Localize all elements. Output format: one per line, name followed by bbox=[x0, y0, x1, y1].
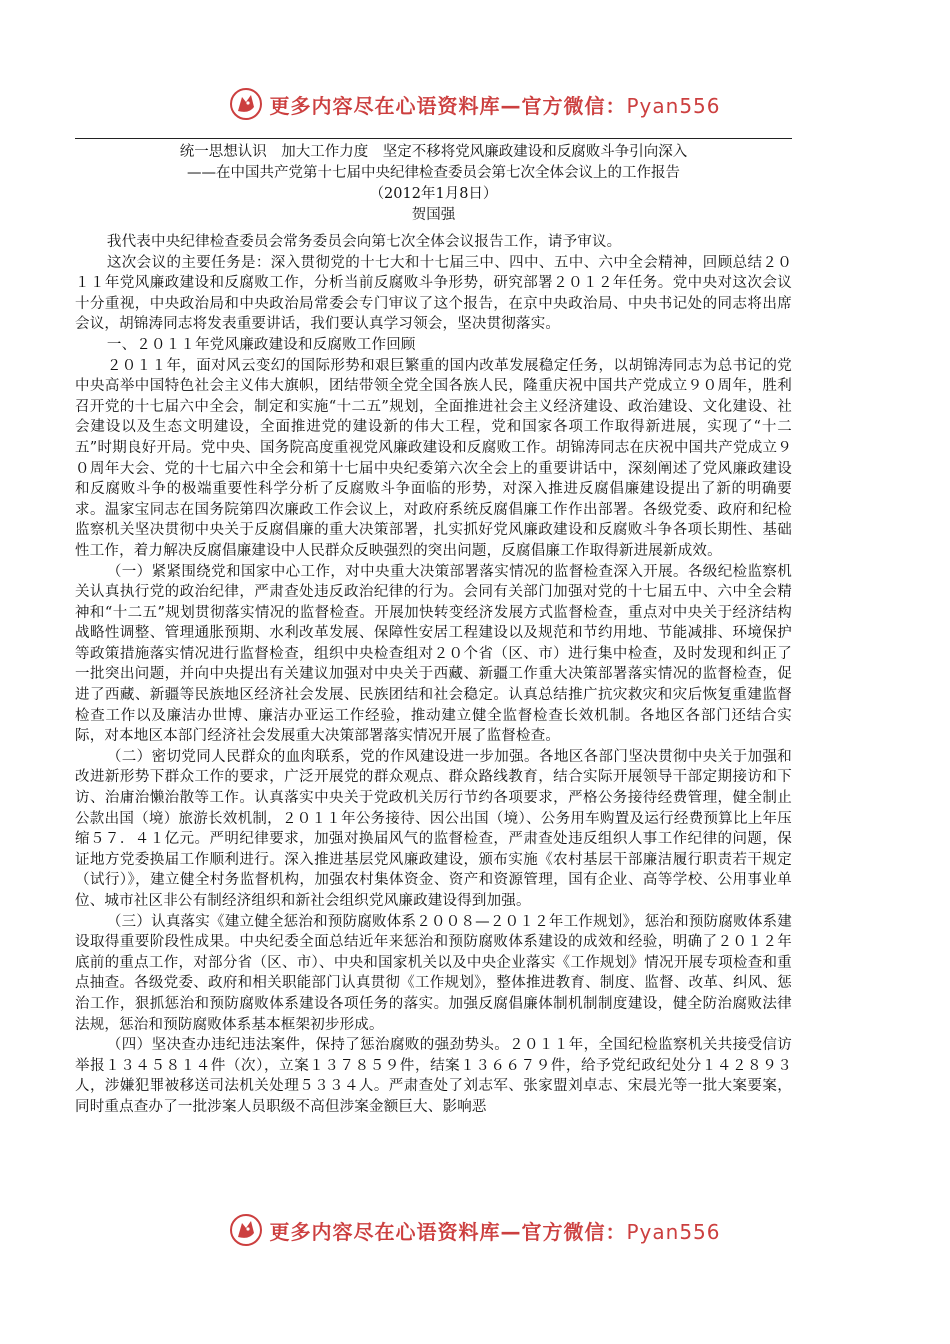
report-header bbox=[75, 142, 792, 226]
paragraph: （一）紧紧围绕党和国家中心工作，对中央重大决策部署落实情况的监督检查深入开展。各级纪检监察机关认真执行党的政治纪律，严肃查处违反政治纪律的行为。会同有关部门加强对党的十七届五中、六中全会精神和“十二五”规划贯彻落实情况的监督检查。开展加快转变经济发展方式监督检查，重点对中央关于经济结构战略性调整、管理通胀预期、水利改革发展、保障性安居工程建设以及规范和节约用地、节能减排、环境保护等政策措施落实情况进行监督检查，组织中央检查组对２０个省（区、市）进行集中检查，及时发现和纠正了一批突出问题，并向中央提出有关建议加强对中央关于西藏、新疆工作重大决策部署落实情况的监督检查，促进了西藏、新疆等民族地区经济社会发展、民族团结和社会稳定。认真总结推广抗灾救灾和灾后恢复重建监督检查工作以及廉洁办世博、廉洁办亚运工作经验，推动建立健全监督检查长效机制。各地区各部门还结合实际，对本地区本部门经济社会发展重大决策部署落实情况开展了监督检查。 bbox=[75, 563, 792, 745]
report-title: 统一思想认识 加大工作力度 坚定不移将党风廉政建设和反腐败斗争引向深入 bbox=[179, 144, 688, 160]
paragraph: ２０１１年，面对风云变幻的国际形势和艰巨繁重的国内改革发展稳定任务，以胡锦涛同志为总书记的党中央高举中国特色社会主义伟大旗帜，团结带领全党全国各族人民，隆重庆祝中国共产党成立９０周年，胜利召开党的十七届六中全会，制定和实施“十二五”规划，全面推进社会主义经济建设、政治建设、文化建设、社会建设以及生态文明建设，全面推进党的建设新的伟大工程，党和国家各项工作取得新进展，实现了“十二五”时期良好开局。党中央、国务院高度重视党风廉政建设和反腐败工作。胡锦涛同志在庆祝中国共产党成立９０周年大会、党的十七届六中全会和第十七届中央纪委第六次全会上的重要讲话中，深刻阐述了党风廉政建设和反腐败斗争的极端重要性科学分析了反腐败斗争面临的形势，对深入推进反腐倡廉建设提出了新的明确要求。温家宝同志在国务院第四次廉政工作会议上，对政府系统反腐倡廉工作作出部署。各级党委、政府和纪检监察机关坚决贯彻中央关于反腐倡廉的重大决策部署，扎实抓好党风廉政建设和反腐败斗争各项长期性、基础性工作，着力解决反腐倡廉建设中人民群众反映强烈的突出问题，反腐倡廉工作取得新进展新成效。 bbox=[75, 357, 792, 559]
wechat-id: Pyan556 bbox=[626, 1219, 721, 1244]
wechat-id: Pyan556 bbox=[626, 93, 721, 118]
paragraph: 我代表中央纪律检查委员会常务委员会向第七次全体会议报告工作，请予审议。 bbox=[106, 234, 622, 250]
header-rule bbox=[75, 138, 792, 139]
paragraph: 这次会议的主要任务是：深入贯彻党的十七大和十七届三中、四中、五中、六中全会精神，回顾总结２０１１年党风廉政建设和反腐败工作，分析当前反腐败斗争形势，研究部署２０１２年任务。党中央对这次会议十分重视，中央政治局和中央政治局常委会专门审议了这个报告，在京中央政治局、中央书记处的同志将出席会议，胡锦涛同志将发表重要讲话，我们要认真学习领会，坚决贯彻落实。 bbox=[75, 254, 792, 333]
paragraph: （二）密切党同人民群众的血肉联系，党的作风建设进一步加强。各地区各部门坚决贯彻中央关于加强和改进新形势下群众工作的要求，广泛开展党的群众观点、群众路线教育，结合实际开展领导干部定期接访和下访、治庸治懒治散等工作。认真落实中央关于党政机关厉行节约各项要求，严格公务接待经费管理，健全制止公款出国（境）旅游长效机制，２０１１年公务接待、因公出国（境）、公务用车购置及运行经费预算比上年压缩５７．４１亿元。严明纪律要求，加强对换届风气的监督检查，严肃查处违反组织人事工作纪律的问题，保证地方党委换届工作顺利进行。深入推进基层党风廉政建设，颁布实施《农村基层干部廉洁履行职责若干规定（试行）》，建立健全村务监督机构，加强农村集体资金、资产和资源管理，国有企业、高等学校、公用事业单位、城市社区非公有制经济组织和新社会组织党风廉政建设得到加强。 bbox=[75, 748, 792, 909]
report-author: 贺国强 bbox=[411, 207, 456, 223]
wolf-head-logo-icon bbox=[229, 87, 263, 121]
watermark-banner-top bbox=[0, 82, 950, 126]
section-heading: 一、２０１１年党风廉政建设和反腐败工作回顾 bbox=[106, 336, 416, 353]
report-body bbox=[75, 232, 792, 1118]
wolf-head-logo-icon bbox=[229, 1213, 263, 1247]
watermark-text: 更多内容尽在心语资料库—官方微信：Pyan556 bbox=[269, 1219, 721, 1244]
watermark-text: 更多内容尽在心语资料库—官方微信：Pyan556 bbox=[269, 93, 721, 118]
watermark-banner-bottom bbox=[0, 1208, 950, 1252]
report-date: （2012年1月8日） bbox=[369, 186, 498, 202]
paragraph: （三）认真落实《建立健全惩治和预防腐败体系２００８—２０１２年工作规划》，惩治和预防腐败体系建设取得重要阶段性成果。中央纪委全面总结近年来惩治和预防腐败体系建设的成效和经验，明确了２０１２年底前的重点工作，对部分省（区、市）、中央和国家机关以及中央企业落实《工作规划》情况开展专项检查和重点抽查。各级党委、政府和相关职能部门认真贯彻《工作规划》，整体推进教育、制度、监督、改革、纠风、惩治工作，狠抓惩治和预防腐败体系建设各项任务的落实。加强反腐倡廉体制机制制度建设，健全防治腐败法律法规，惩治和预防腐败体系基本框架初步形成。 bbox=[75, 913, 792, 1033]
paragraph: （四）坚决查办违纪违法案件，保持了惩治腐败的强劲势头。２０１１年，全国纪检监察机关共接受信访举报１３４５８１４件（次），立案１３７８５９件，结案１３６６７９件，给予党纪政纪处分１４２８９３人，涉嫌犯罪被移送司法机关处理５３３４人。严肃查处了刘志军、张家盟刘卓志、宋晨光等一批大案要案，同时重点查办了一批涉案人员职级不高但涉案金额巨大、影响恶 bbox=[75, 1037, 792, 1115]
report-subtitle: ——在中国共产党第十七届中央纪律检查委员会第七次全体会议上的工作报告 bbox=[187, 165, 680, 181]
